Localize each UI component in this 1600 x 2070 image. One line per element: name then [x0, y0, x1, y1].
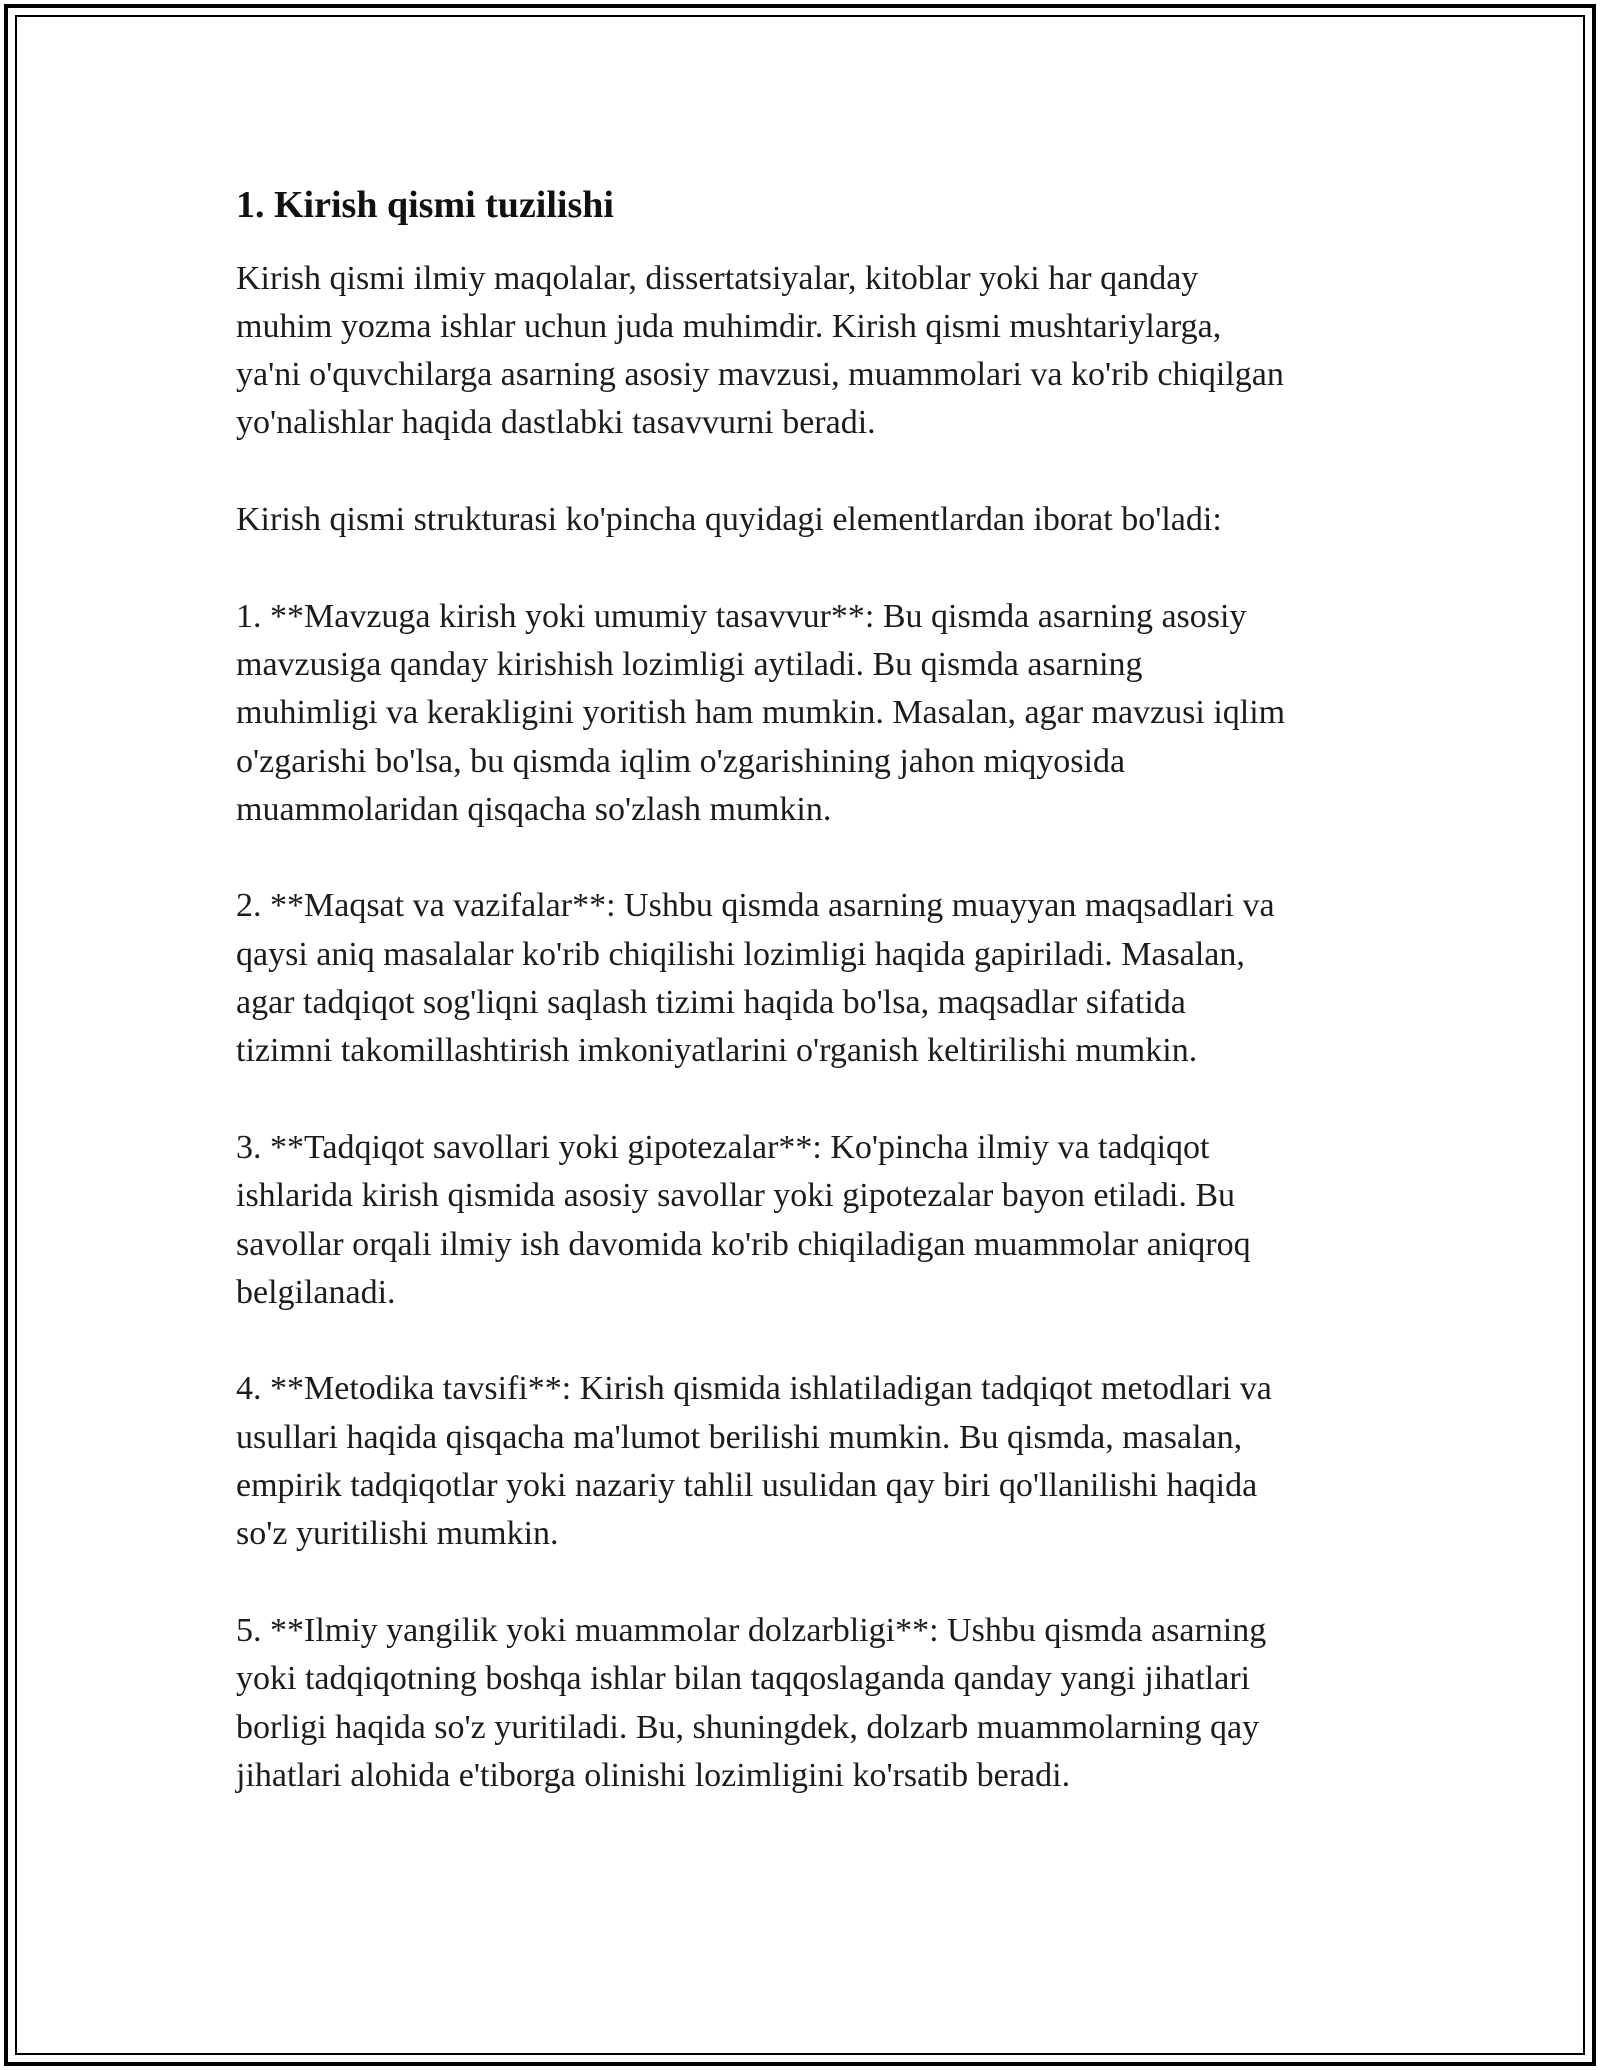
text-line: muhim yozma ishlar uchun juda muhimdir. Kirish qismi mushtariylarga, [236, 307, 1222, 345]
text-line: yo'nalishlar haqida dastlabki tasavvurni beradi. [236, 404, 876, 442]
text-line: 2. **Maqsat va vazifalar**: Ushbu qismda asarning muayyan maqsadlari va [236, 887, 1275, 925]
text-line: empirik tadqiqotlar yoki nazariy tahlil usulidan qay biri qo'llanilishi haqida [236, 1467, 1258, 1505]
list-item-2 [236, 882, 1386, 1075]
text-line: 1. **Mavzuga kirish yoki umumiy tasavvur**: Bu qismda asarning asosiy [236, 597, 1247, 635]
text-line: 4. **Metodika tavsifi**: Kirish qismida ishlatiladigan tadqiqot metodlari va [236, 1370, 1272, 1408]
structure-intro-paragraph [236, 496, 1386, 544]
text-line: 5. **Ilmiy yangilik yoki muammolar dolzarbligi**: Ushbu qismda asarning [236, 1611, 1267, 1649]
list-item-3 [236, 1124, 1386, 1317]
text-line: mavzusiga qanday kirishish lozimligi aytiladi. Bu qismda asarning [236, 645, 1143, 683]
text-line: jihatlari alohida e'tiborga olinishi lozimligini ko'rsatib beradi. [236, 1756, 1071, 1794]
document-body [236, 183, 1386, 1848]
text-line: o'zgarishi bo'lsa, bu qismda iqlim o'zgarishining jahon miqyosida [236, 742, 1126, 780]
text-line: yoki tadqiqotning boshqa ishlar bilan taqqoslaganda qanday yangi jihatlari [236, 1660, 1251, 1698]
intro-paragraph [236, 255, 1386, 448]
text-line: 3. **Tadqiqot savollari yoki gipotezalar**: Ko'pincha ilmiy va tadqiqot [236, 1128, 1210, 1166]
text-line: ishlarida kirish qismida asosiy savollar yoki gipotezalar bayon etiladi. Bu [236, 1177, 1236, 1215]
text-line: Kirish qismi strukturasi ko'pincha quyidagi elementlardan iborat bo'ladi: [236, 501, 1222, 539]
text-line: qaysi aniq masalalar ko'rib chiqilishi lozimligi haqida gapiriladi. Masalan, [236, 935, 1245, 973]
text-line: agar tadqiqot sog'liqni saqlash tizimi haqida bo'lsa, maqsadlar sifatida [236, 984, 1186, 1022]
text-line: savollar orqali ilmiy ish davomida ko'rib chiqiladigan muammolar aniqroq [236, 1225, 1251, 1263]
text-line: tizimni takomillashtirish imkoniyatlarini o'rganish keltirilishi mumkin. [236, 1032, 1198, 1070]
list-item-1 [236, 593, 1386, 834]
text-line: usullari haqida qisqacha ma'lumot berilishi mumkin. Bu qismda, masalan, [236, 1418, 1243, 1456]
text-line: muammolaridan qisqacha so'zlash mumkin. [236, 790, 832, 828]
text-line: borligi haqida so'z yuritiladi. Bu, shuningdek, dolzarb muammolarning qay [236, 1708, 1260, 1746]
text-line: muhimligi va kerakligini yoritish ham mumkin. Masalan, agar mavzusi iqlim [236, 694, 1286, 732]
text-line: so'z yuritilishi mumkin. [236, 1515, 559, 1553]
list-item-4 [236, 1365, 1386, 1558]
text-line: ya'ni o'quvchilarga asarning asosiy mavzusi, muammolari va ko'rib chiqilgan [236, 356, 1284, 394]
section-heading: 1. Kirish qismi tuzilishi [236, 184, 614, 226]
text-line: Kirish qismi ilmiy maqolalar, dissertatsiyalar, kitoblar yoki har qanday [236, 259, 1199, 297]
list-item-5 [236, 1607, 1386, 1800]
text-line: belgilanadi. [236, 1273, 396, 1311]
